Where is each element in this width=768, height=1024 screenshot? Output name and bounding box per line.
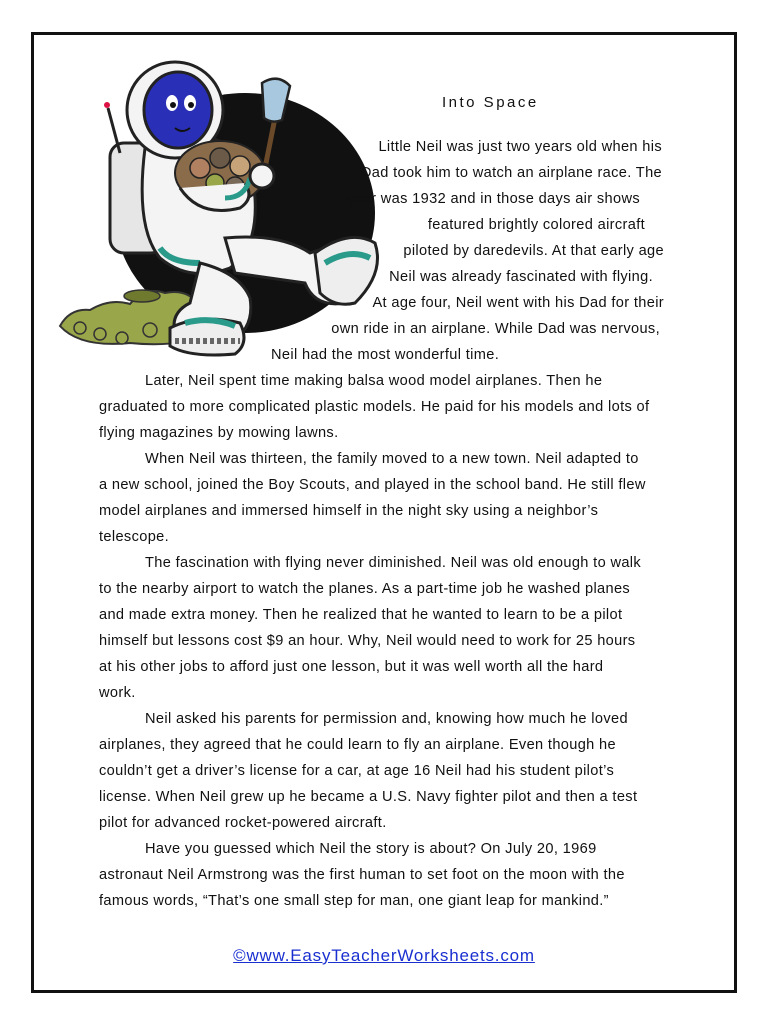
body-line: model airplanes and immersed himself in the night sky using a neighbor’s: [99, 503, 599, 519]
body-line: himself but lessons cost $9 an hour. Why, Neil would need to work for 25 hours: [99, 633, 636, 649]
body-line: airplanes, they agreed that he could learn to fly an airplane. Even though he: [99, 737, 616, 753]
body-line: pilot for advanced rocket-powered aircraft.: [99, 815, 387, 831]
intro-line: At age four, Neil went with his Dad for their: [372, 295, 664, 311]
body-line: The fascination with flying never diminished. Neil was old enough to walk: [145, 555, 642, 571]
intro-line: Neil was already fascinated with flying.: [389, 269, 653, 285]
intro-line: piloted by daredevils. At that early age: [403, 243, 664, 259]
intro-line: year was 1932 and in those days air shows: [346, 191, 640, 207]
page-title-text: Into Space: [442, 94, 539, 111]
body-line: flying magazines by mowing lawns.: [99, 425, 339, 441]
body-line: at his other jobs to afford just one lesson, but it was well worth all the hard: [99, 659, 604, 675]
body-line: license. When Neil grew up he became a U.S. Navy fighter pilot and then a test: [99, 789, 638, 805]
body-line: Have you guessed which Neil the story is about? On July 20, 1969: [145, 841, 597, 857]
body-line: famous words, “That’s one small step for man, one giant leap for mankind.”: [99, 893, 609, 909]
astronaut-illustration: [50, 58, 390, 358]
footer: [0, 946, 768, 966]
body-line: a new school, joined the Boy Scouts, and played in the school band. He still flew: [99, 477, 646, 493]
website-link[interactable]: ©www.EasyTeacherWorksheets.com: [233, 946, 535, 965]
body-line: to the nearby airport to watch the planes. As a part-time job he washed planes: [99, 581, 631, 597]
intro-line: Neil had the most wonderful time.: [271, 347, 500, 363]
body-line: astronaut Neil Armstrong was the first human to set foot on the moon with the: [99, 867, 625, 883]
body-line: When Neil was thirteen, the family moved to a new town. Neil adapted to: [145, 451, 639, 467]
body-line: telescope.: [99, 529, 170, 545]
intro-line: featured brightly colored aircraft: [427, 217, 645, 233]
body-line: Later, Neil spent time making balsa wood model airplanes. Then he: [145, 373, 603, 389]
body-line: work.: [99, 685, 136, 701]
body-line: and made extra money. Then he realized that he wanted to learn to be a pilot: [99, 607, 623, 623]
body-line: couldn’t get a driver’s license for a car, at age 16 Neil had his student pilot’s: [99, 763, 615, 779]
intro-line: own ride in an airplane. While Dad was nervous,: [331, 321, 660, 337]
body-line: Neil asked his parents for permission and, knowing how much he loved: [145, 711, 628, 727]
intro-line: Dad took him to watch an airplane race. The: [360, 165, 662, 181]
intro-line: Little Neil was just two years old when his: [378, 139, 662, 155]
body-line: graduated to more complicated plastic models. He paid for his models and lots of: [99, 399, 650, 415]
